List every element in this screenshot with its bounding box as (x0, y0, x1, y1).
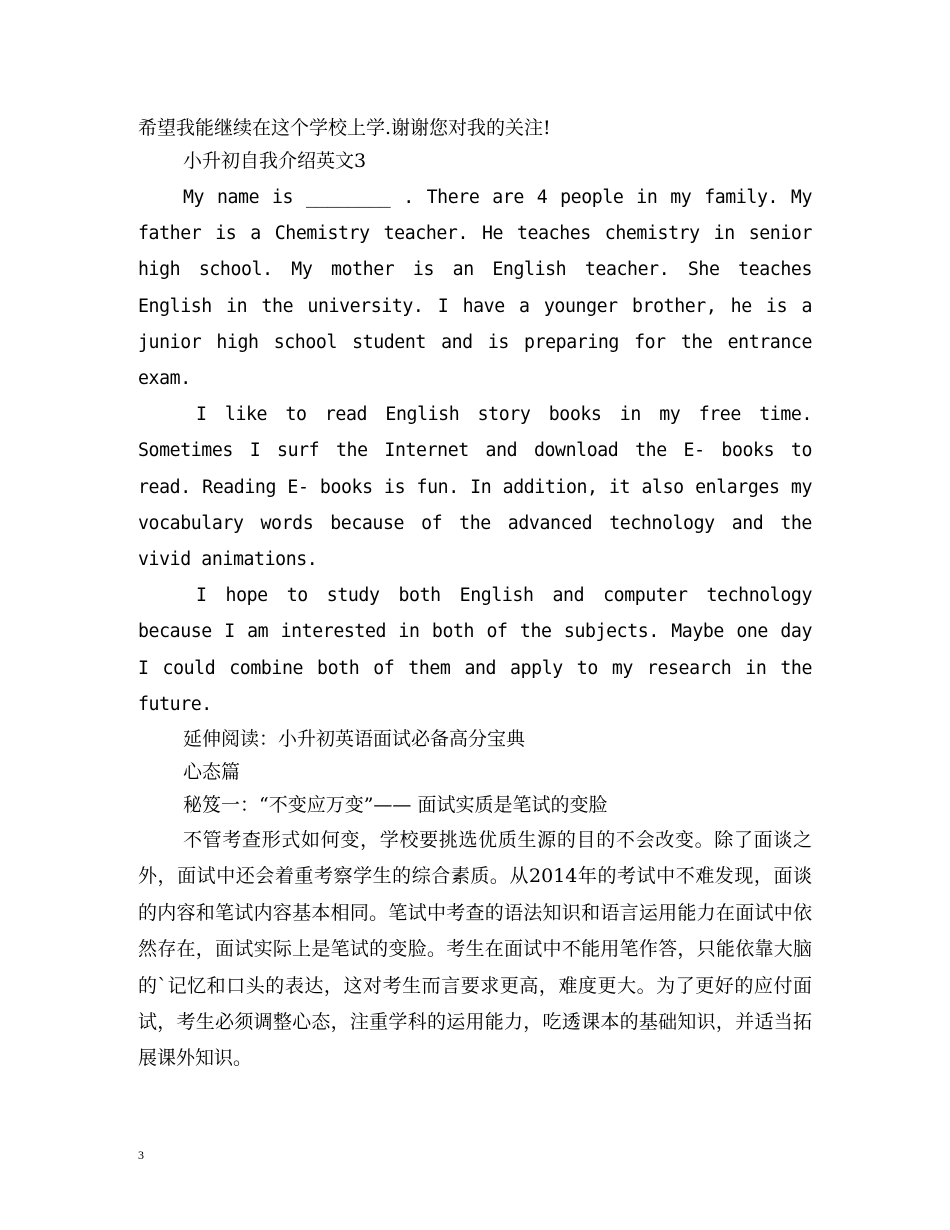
heading-tip-one: 秘笈一：“不变应万变”—— 面试实质是笔试的变脸 (183, 794, 608, 817)
section-heading-english-intro-3: 小升初自我介绍英文3 (183, 150, 367, 172)
heading-extended-reading: 延伸阅读：小升初英语面试必备高分宝典 (183, 728, 526, 751)
paragraph-tip-one-body: 不管考查形式如何变，学校要挑选优质生源的目的不会改变。除了面谈之外，面试中还会着重考察学生的综合素质。从2014年的考试中不难发现，面谈的内容和笔试内容基本相同。笔试中考查的语法知识和语言运用能力在面试中依然存在，面试实际上是笔试的变脸。考生在面试中不能用笔作答，只能依靠大脑的`记忆和口头的表达，这对考生而言要求更高，难度更大。为了更好的应付面试，考生必须调整心态，注重学科的运用能力，吃透课本的基础知识，并适当拓展课外知识。 (138, 829, 812, 1070)
paragraph-study-hopes: I hope to study both English and computer technology because I am interested in both of the subjects. Maybe one day I could combine both of them and apply to my research in the future. (138, 585, 812, 715)
page-content (138, 112, 812, 1077)
paragraph-closing-line: 希望我能继续在这个学校上学.谢谢您对我的关注! (138, 117, 551, 139)
paragraph-reading-hobby: I like to read English story books in my free time. Sometimes I surf the Internet and download the E- books to read. Reading E- books is fun. In addition, it also enlarges my vocabulary words because of the advanced technology and the vivid animations. (138, 404, 812, 571)
heading-mindset: 心态篇 (183, 761, 241, 784)
page-number: 3 (138, 1148, 144, 1162)
paragraph-family-intro: My name is ________ . There are 4 people in my family. My father is a Chemistry teacher. He teaches chemistry in senior high school. My mother is an English teacher. She teaches English in the university. I have a younger brother, he is a junior high school student and is preparing for the entrance exam. (138, 187, 812, 390)
